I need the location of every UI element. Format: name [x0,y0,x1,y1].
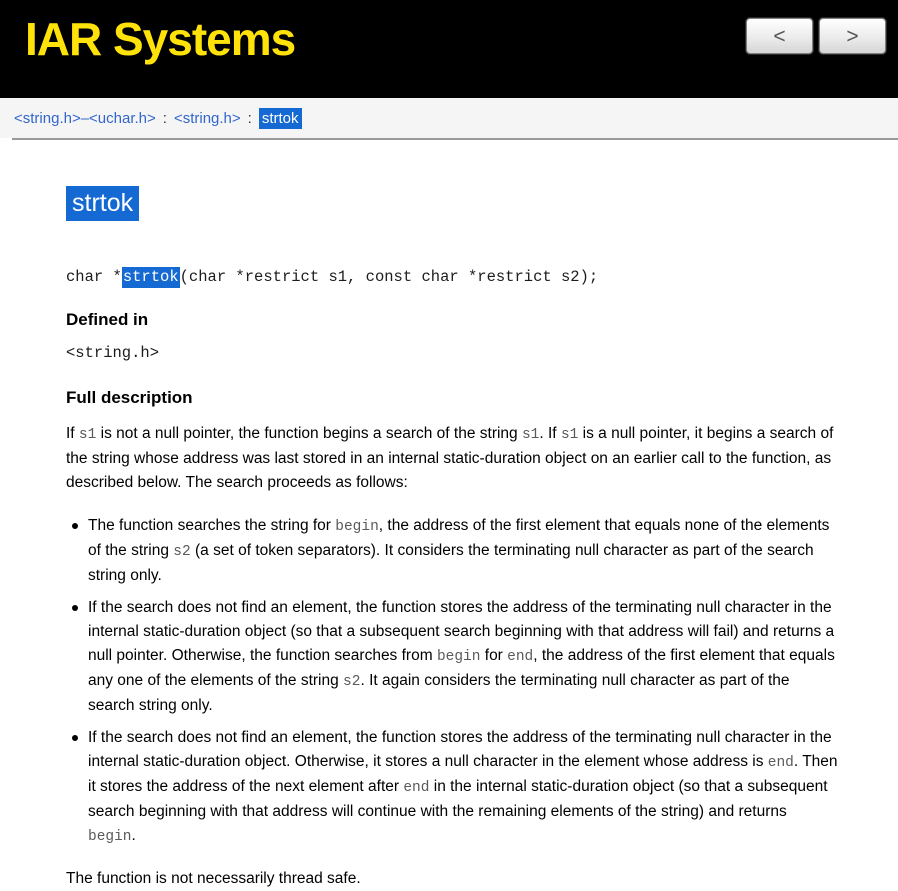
signature-pre: char * [66,268,122,286]
section-heading-defined-in: Defined in [66,310,149,329]
breadcrumb-link-group[interactable]: <string.h>–<uchar.h> [14,109,156,127]
back-button[interactable] [746,18,813,54]
text-run: (a set of token separators). It considers the terminating null character as part of the search string only. [88,542,814,584]
inline-code: s2 [173,544,191,560]
text-run: If the search does not find an element, the function stores the address of the terminating null character in the internal static-duration object (so that a subsequent search beginning with that address will fail) and returns a null pointer. Otherwise, the function searches from [88,599,835,664]
text-run: is a null pointer, it begins a search of the string whose address was last stored in an internal static-duration object on an earlier call to the function, as described below. The search proceeds as follows: [66,425,834,491]
list-item [70,596,838,718]
breadcrumb-link-header[interactable]: <string.h> [173,109,241,127]
inline-code: end [403,780,430,796]
description-intro-paragraph [66,422,838,495]
text-run: in the internal static-duration object (so that a subsequent search beginning with that address will continue with the remaining elements of the string) and returns [88,778,828,820]
text-run: . It again considers the terminating null character as part of the search string only. [88,672,790,714]
text-run: is not a null pointer, the function begins a search of the string [96,425,522,442]
nav-buttons [746,18,886,54]
text-run: . Then it stores the address of the next element after [88,753,838,795]
app-header [0,0,898,98]
function-signature [66,268,838,286]
chevron-left-icon: < [773,24,786,48]
breadcrumb [0,98,898,138]
text-run: If the search does not find an element, the function stores the address of the terminating null character in the internal static-duration object. Otherwise, it stores a null character in the element whose address is [88,729,832,770]
text-run: The function searches the string for [88,517,336,534]
inline-code: s1 [78,427,97,443]
inline-code: s2 [343,674,361,690]
text-run: If [66,425,79,442]
page-title-text: strtok [66,186,139,221]
thread-safety-note: The function is not necessarily thread safe. [66,870,361,887]
text-run: . [131,827,136,844]
defined-in-value: <string.h> [66,344,160,362]
inline-code: begin [88,829,132,845]
description-list [66,514,838,849]
breadcrumb-separator: : [247,109,252,127]
inline-code: s1 [521,427,540,443]
inline-code: end [767,755,794,771]
forward-button[interactable] [819,18,886,54]
inline-code: end [507,649,534,665]
list-item [70,726,838,849]
breadcrumb-current: strtok [259,108,302,129]
text-run: for [480,647,508,664]
brand-logo: IAR Systems [25,13,296,65]
text-run: , the address of the first element that equals none of the elements of the string [88,517,830,559]
chevron-right-icon: > [846,24,859,48]
topic-content [0,140,898,891]
section-heading-full-description: Full description [66,388,193,407]
breadcrumb-separator: : [162,109,167,127]
page-title [66,188,838,218]
text-run: . If [539,425,561,442]
signature-post: (char *restrict s1, const char *restrict s2); [179,268,599,286]
signature-highlight: strtok [122,268,179,286]
text-run: , the address of the first element that equals any one of the elements of the string [88,647,835,689]
inline-code: begin [436,649,481,665]
inline-code: s1 [560,427,579,443]
list-item [70,514,838,588]
inline-code: begin [335,519,379,535]
